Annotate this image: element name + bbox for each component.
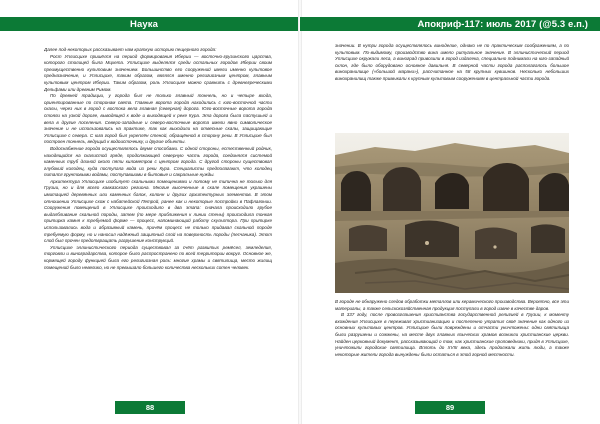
page-number-left: 88 xyxy=(145,403,155,412)
paragraph: В городе не обнаружено следов обработки металлов или керамического производства. Вероятно, все эти материалы, а также сельскохозяйственная продукция поступали в город извне в качестве даров. xyxy=(335,299,569,311)
right-footer-bar xyxy=(415,401,485,414)
paragraph: Уплисцихе эллинистического периода существовал за счёт развитых ремёсел, земледелия, торговли и виноградарства, которое было распространено по всей территории вокруг. Основное же, кормящей городу функцией была его религиозная роль: многие храмы и святилища, место жилищ помещений было невелико, но не превышало большего количества нескольких сотен человек. xyxy=(44,244,272,270)
cave-city-photo xyxy=(335,133,569,293)
paragraph: Рост Уплисцихе пришёлся на период формирования Иберии — восточно-грузинского царства, которого столицей была Мцхета. Уплисцихе выделялся среди остальных городов Иберии своим преимущественно культовым значением. Большинство его сооружений имели именно культовое предназначение, и Уплисцихе, таким образом, являлся именно религиозным центром, главным культовым центром Иберии. Таким образом, роль Уплисцихе можно сравнить с древнегреческими Дельфами или древним Римом. xyxy=(44,53,272,92)
right-body-text-top xyxy=(335,43,569,127)
paragraph: В 337 году, после провозглашения христианства государственной религией в Грузии, к моменту вхождения Уплисцихе в переживал христианизацию и постепенно утратил своё значение как одного из основных культовых центров. Уплисцихе были повреждены и отчасти уничтожены: одни святилища были разрушены и сожжены, на месте двух главных языческих храмов возникли христианские церкви. Найден церковный документ, рассказывающий о том, как христианские проповедники, придя в Уплисцихе, уничтожили городские святилища. Вплоть до XVIII века, здесь продолжали жить люди, а также некоторые жители города вынуждены были остаться в этой горной местности. xyxy=(335,312,569,357)
left-body-text xyxy=(44,47,272,396)
cave-city-illustration xyxy=(335,133,569,293)
left-header-bar xyxy=(0,17,300,31)
paragraph: Водоснабжение города осуществлялось двумя способами. С одной стороны, естественный родник, находящийся на скалистой гряде, продолжающей северную часть города, соединялся системой каменных труб длиной около пяти километров с центром города. С другой стороны существовал глубокий колодец, куда поступала вода из реки Кура. Специалисты предполагают, что колодец питался грунтовыми водами, поступавшими в бытовые и сакральные нужды. xyxy=(44,145,272,178)
right-body-text-bottom xyxy=(335,299,569,393)
right-header-bar xyxy=(300,17,600,31)
page-number-right: 89 xyxy=(445,403,455,412)
section-title: Наука xyxy=(130,18,158,30)
paragraph: Далее под-некоторых рассказывает нам краткую историю пещерного города: xyxy=(44,47,217,52)
left-footer-bar xyxy=(115,401,185,414)
paragraph: По древней традиции, у города был не только главный тоннель, но и четыре входа, ориентированные по сторонам света. Главные ворота города находились с юго-восточной части скалы, через них в город с востока вела главная (северная) дорога. Юго-восточные ворота города стояли на узкой дороге, выводящей к воде и выходящей к реке Кура. Эта дорога была пастушьей и вела в другие поселения. Северо-западные и северо-восточные ворота имели явно символическое значение и не использовались на практике, так как выходили на отвесные скалы, защищающие Уплисцихе с севера. С юга город был укреплён стеной, обращённой в сторону реки. В Уплисцихе был построен тоннель, ведущий к водоисточнику, и другие объекты. xyxy=(44,93,272,145)
right-page xyxy=(300,0,600,424)
paragraph: значении. В нутри города осуществлялось виноделие, однако не по практическим соображениям, а по культовым. По-видимому, производство вина имело ритуальное значение. В эллинистический период Уплисцихе окружали леса, а виноград привозили в город издалека, специально поднимали на юго-западный склон, где было оборудовано основное давильня. В северной части города располагалось большое винохранилище («большой марани»), рассчитанное на 58 крупных кувшинов. Несколько небольших винохранилищ также примыкали к крупным культовым сооружениям в центральной части города. xyxy=(335,43,569,81)
issue-title: Апокриф-117: июль 2017 (@5.3 е.п.) xyxy=(417,18,588,30)
paragraph: Архитектура Уплисцихе изобилует скальными помещениями и потому не типична не только для Грузии, но и для всего кавказского региона. Многие высеченные в скале помещения украшены имитацией деревянных или каменных балок, колонн и других архитектурных элементов. В этом отношении Уплисцихе схож с набатейской Петрой, ранее как и некоторые постройки в Пафлагонии. Сооружения помещений в Уплисцихе происходило в два этапа: сначала происходило грубое выдалбливание скальной породы, затем (по мере приближения к линии стены) происходила тонкая притирка камня к требуемой форме — процесс, напоминающий работу скульптора. При притирке использовались вода и абразивный камень, причём процесс не только придавал скальной породе требуемую форму, но и наносил надёжный защитный слой на поверхность породы (песчаника). Этот слой был прочен предотвращать разрушение конструкций. xyxy=(44,178,272,244)
